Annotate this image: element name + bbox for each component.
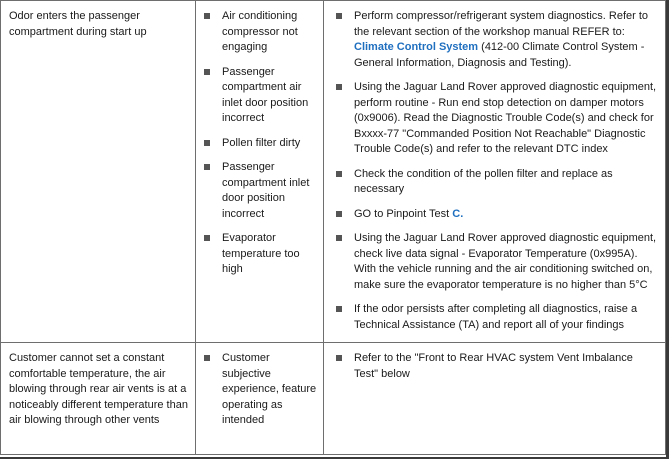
actions-cell: [324, 1, 666, 343]
list-item: Refer to the "Front to Rear HVAC system Vent Imbalance Test" below: [336, 351, 659, 382]
square-bullet-icon: [336, 171, 342, 177]
list-item: GO to Pinpoint Test C.: [336, 207, 659, 223]
square-bullet-icon: [336, 235, 342, 241]
square-bullet-icon: [336, 355, 342, 361]
symptom-cell: [1, 343, 196, 455]
causes-cell: [196, 1, 324, 343]
list-item: Passenger compartment inlet door position incorrect: [204, 160, 319, 222]
list-item: Using the Jaguar Land Rover approved diagnostic equipment, perform routine - Run end stop detection on damper motors (0x9006). Read the Diagnostic Trouble Code(s) and check for Bxxxx-77 "Commanded Position Not Reachable" Diagnostic Trouble Code(s) and refer to the relevant DTC index: [336, 80, 659, 158]
actions-cell: [324, 343, 666, 455]
list-item: Passenger compartment air inlet door position incorrect: [204, 65, 319, 127]
square-bullet-icon: [204, 164, 210, 170]
list-item: Pollen filter dirty: [204, 136, 319, 152]
square-bullet-icon: [336, 13, 342, 19]
square-bullet-icon: [204, 69, 210, 75]
square-bullet-icon: [204, 235, 210, 241]
list-item: Using the Jaguar Land Rover approved diagnostic equipment, check live data signal - Evaporator Temperature (0x995A). With the vehicle running and the air conditioning switched on, make sure the evaporator temperature is no higher than 5°C: [336, 231, 659, 293]
causes-list: [204, 9, 319, 278]
square-bullet-icon: [336, 211, 342, 217]
list-item: If the odor persists after completing all diagnostics, raise a Technical Assistance (TA) and report all of your findings: [336, 302, 659, 333]
causes-list: [204, 351, 319, 429]
actions-list: [336, 9, 659, 333]
square-bullet-icon: [336, 84, 342, 90]
symptom-text: Customer cannot set a constant comfortable temperature, the air blowing through rear air vents is at a noticeably different temperature than air blowing through other vents: [9, 352, 188, 426]
actions-list: [336, 351, 659, 382]
list-item: Perform compressor/refrigerant system diagnostics. Refer to the relevant section of the workshop manual REFER to: Climate Control System (412-00 Climate Control System - General Information, Diagnosis and Testing).: [336, 9, 659, 71]
pinpoint-test-c-link[interactable]: C.: [452, 207, 464, 220]
causes-cell: [196, 343, 324, 455]
symptom-text: Odor enters the passenger compartment during start up: [9, 10, 147, 38]
list-item: Customer subjective experience, feature operating as intended: [204, 351, 319, 429]
list-item: Evaporator temperature too high: [204, 231, 319, 278]
table-row: [1, 343, 666, 455]
climate-control-system-link[interactable]: Climate Control System: [354, 41, 479, 53]
list-item: Check the condition of the pollen filter and replace as necessary: [336, 167, 659, 198]
square-bullet-icon: [204, 140, 210, 146]
list-item: Air conditioning compressor not engaging: [204, 9, 319, 56]
square-bullet-icon: [204, 13, 210, 19]
square-bullet-icon: [336, 306, 342, 312]
table-row: [1, 1, 666, 343]
symptom-cell: [1, 1, 196, 343]
square-bullet-icon: [204, 355, 210, 361]
